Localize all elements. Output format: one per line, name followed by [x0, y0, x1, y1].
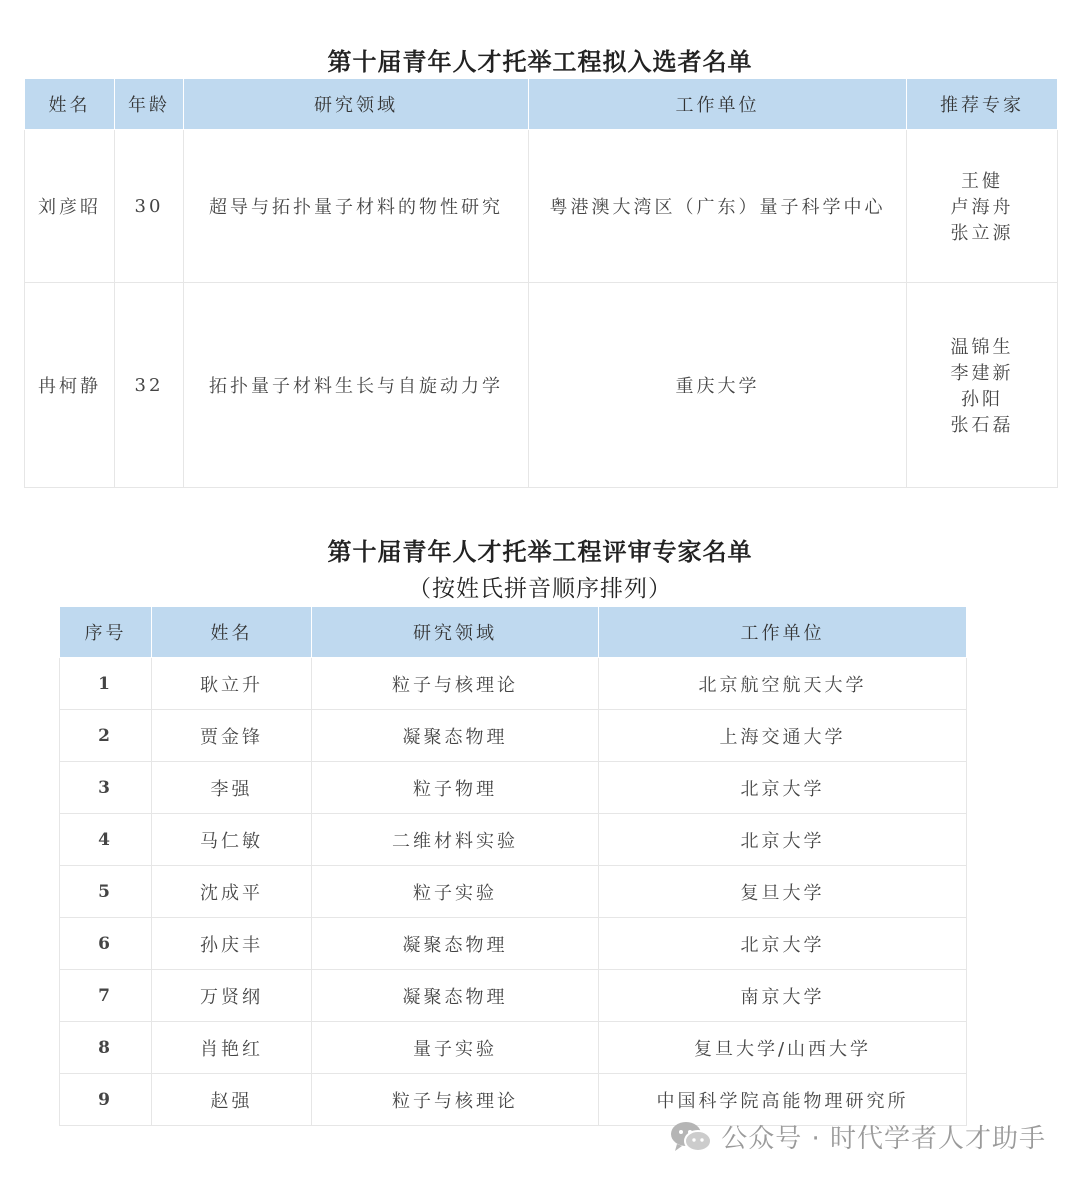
- reviewer-row: [60, 918, 967, 970]
- header-unit: 工作单位: [599, 607, 967, 658]
- reviewer-unit: 复旦大学/山西大学: [599, 1022, 967, 1074]
- expert-name: 温锦生: [950, 337, 1014, 358]
- reviewer-field: 粒子与核理论: [312, 658, 599, 710]
- expert-name: 卢海舟: [950, 197, 1014, 218]
- reviewer-row: [60, 710, 967, 762]
- reviewer-name: 李强: [152, 762, 312, 814]
- header-name: 姓名: [25, 79, 115, 130]
- reviewer-field: 粒子物理: [312, 762, 599, 814]
- reviewer-row: [60, 658, 967, 710]
- candidates-title: 第十届青年人才托举工程拟入选者名单: [327, 48, 753, 76]
- reviewers-table: [59, 606, 967, 1126]
- reviewer-unit: 北京航空航天大学: [599, 658, 967, 710]
- reviewer-field: 凝聚态物理: [312, 918, 599, 970]
- candidate-experts: [907, 283, 1058, 488]
- reviewer-no: 6: [60, 918, 152, 970]
- reviewers-subtitle: （按姓氏拼音顺序排列）: [408, 576, 672, 602]
- header-field: 研究领域: [184, 79, 529, 130]
- expert-name: 张立源: [950, 223, 1014, 244]
- expert-name: 李建新: [950, 363, 1014, 384]
- candidates-header-row: [25, 79, 1058, 130]
- reviewer-no: 3: [60, 762, 152, 814]
- header-experts: 推荐专家: [907, 79, 1058, 130]
- reviewer-unit: 复旦大学: [599, 866, 967, 918]
- expert-name: 孙阳: [961, 389, 1003, 410]
- reviewer-row: [60, 866, 967, 918]
- reviewer-unit: 北京大学: [599, 814, 967, 866]
- reviewer-name: 沈成平: [152, 866, 312, 918]
- header-unit: 工作单位: [529, 79, 907, 130]
- reviewer-no: 9: [60, 1074, 152, 1126]
- candidate-row: [25, 130, 1058, 283]
- reviewer-unit: 北京大学: [599, 762, 967, 814]
- wechat-icon: [669, 1120, 713, 1154]
- candidate-field: 拓扑量子材料生长与自旋动力学: [184, 283, 529, 488]
- candidate-row: [25, 283, 1058, 488]
- reviewer-name: 肖艳红: [152, 1022, 312, 1074]
- reviewer-unit: 中国科学院高能物理研究所: [599, 1074, 967, 1126]
- reviewer-field: 粒子与核理论: [312, 1074, 599, 1126]
- candidate-experts: [907, 130, 1058, 283]
- reviewer-row: [60, 814, 967, 866]
- reviewer-unit: 北京大学: [599, 918, 967, 970]
- reviewer-unit: 上海交通大学: [599, 710, 967, 762]
- reviewer-no: 8: [60, 1022, 152, 1074]
- header-name: 姓名: [152, 607, 312, 658]
- reviewers-title: 第十届青年人才托举工程评审专家名单: [327, 538, 753, 566]
- reviewer-row: [60, 1022, 967, 1074]
- reviewer-unit: 南京大学: [599, 970, 967, 1022]
- reviewer-row: [60, 970, 967, 1022]
- candidate-field: 超导与拓扑量子材料的物性研究: [184, 130, 529, 283]
- watermark-text: 公众号 · 时代学者人才助手: [721, 1124, 1046, 1154]
- reviewer-no: 5: [60, 866, 152, 918]
- reviewer-field: 二维材料实验: [312, 814, 599, 866]
- candidate-name: 刘彦昭: [25, 130, 115, 283]
- header-no: 序号: [60, 607, 152, 658]
- reviewer-name: 万贤纲: [152, 970, 312, 1022]
- reviewer-field: 量子实验: [312, 1022, 599, 1074]
- reviewer-field: 凝聚态物理: [312, 970, 599, 1022]
- reviewer-field: 凝聚态物理: [312, 710, 599, 762]
- candidate-age: 32: [115, 283, 184, 488]
- candidate-unit: 粤港澳大湾区（广东）量子科学中心: [529, 130, 907, 283]
- reviewers-header-row: [60, 607, 967, 658]
- candidate-age: 30: [115, 130, 184, 283]
- reviewer-name: 贾金锋: [152, 710, 312, 762]
- candidate-unit: 重庆大学: [529, 283, 907, 488]
- reviewer-name: 马仁敏: [152, 814, 312, 866]
- reviewer-name: 赵强: [152, 1074, 312, 1126]
- expert-name: 张石磊: [950, 415, 1014, 436]
- reviewer-no: 7: [60, 970, 152, 1022]
- watermark: [669, 1118, 1046, 1155]
- reviewer-row: [60, 762, 967, 814]
- reviewer-name: 孙庆丰: [152, 918, 312, 970]
- candidates-table: [24, 78, 1058, 488]
- reviewer-no: 4: [60, 814, 152, 866]
- header-field: 研究领域: [312, 607, 599, 658]
- reviewer-name: 耿立升: [152, 658, 312, 710]
- expert-name: 王健: [961, 171, 1003, 192]
- candidate-name: 冉柯静: [25, 283, 115, 488]
- reviewer-no: 1: [60, 658, 152, 710]
- reviewer-field: 粒子实验: [312, 866, 599, 918]
- header-age: 年龄: [115, 79, 184, 130]
- reviewer-no: 2: [60, 710, 152, 762]
